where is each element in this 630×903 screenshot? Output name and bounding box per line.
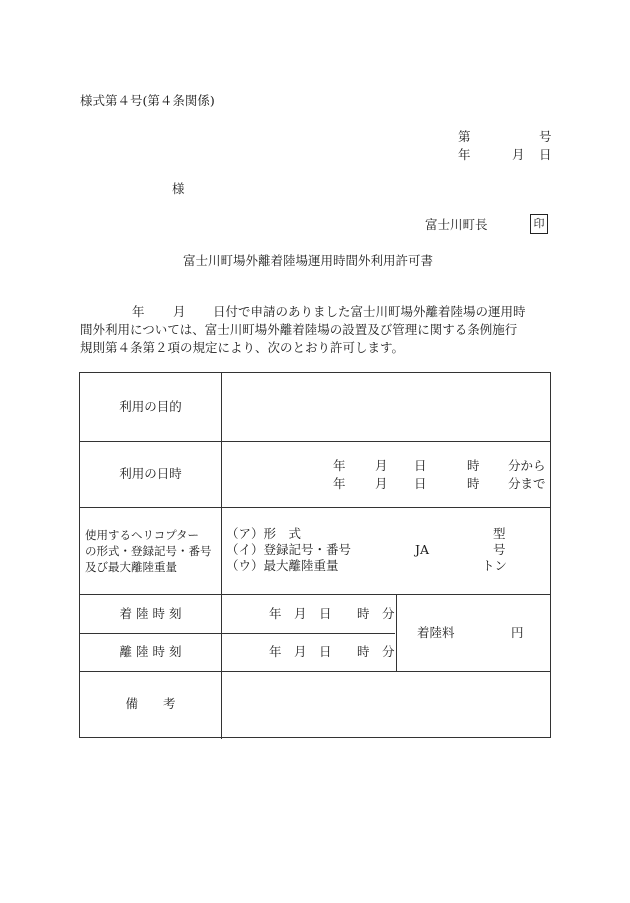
permit-table xyxy=(79,372,551,738)
heli-label-line3: 及び最大離陸重量 xyxy=(85,560,177,574)
purpose-field[interactable] xyxy=(222,374,550,440)
date-month: 月 xyxy=(512,147,525,162)
landing-fee-unit: 円 xyxy=(511,625,524,640)
body-line1: 日付で申請のありました富士川町場外離着陸場の運用時 xyxy=(213,304,526,319)
body-year: 年 xyxy=(132,304,145,319)
datetime-label: 利用の日時 xyxy=(119,466,182,481)
datetime-field[interactable]: 年 月 日 時 分から 年 月 日 時 分まで xyxy=(333,458,546,491)
remarks-label: 備 考 xyxy=(125,696,176,711)
purpose-label: 利用の目的 xyxy=(119,399,182,414)
form-number: 様式第４号(第４条関係) xyxy=(80,93,215,108)
remarks-field[interactable] xyxy=(222,673,550,737)
landing-time-field[interactable]: 年 月 日 時 分 xyxy=(269,606,395,621)
body-line3: 規則第４条第２項の規定により、次のとおり許可します。 xyxy=(80,340,405,355)
landing-fee-label: 着陸料 xyxy=(417,625,455,640)
date-year: 年 xyxy=(458,147,471,162)
landing-time-label: 着 陸 時 刻 xyxy=(119,606,182,621)
takeoff-time-field[interactable]: 年 月 日 時 分 xyxy=(269,644,395,659)
addressee-suffix: 様 xyxy=(172,181,185,196)
body-paragraph xyxy=(80,303,526,357)
doc-number-dai: 第 xyxy=(458,129,471,144)
seal-stamp: 印 xyxy=(530,214,548,234)
issuer-title: 富士川町長 xyxy=(425,217,488,232)
doc-number-go: 号 xyxy=(539,129,552,144)
body-month: 月 xyxy=(173,304,186,319)
heli-label-line2: の形式・登録記号・番号 xyxy=(85,544,212,558)
document-title: 富士川町場外離着陸場運用時間外利用許可書 xyxy=(183,253,434,268)
takeoff-time-label: 離 陸 時 刻 xyxy=(119,644,182,659)
landing-fee-field[interactable] xyxy=(397,595,550,670)
body-line2: 間外利用については、富士川町場外離着陸場の設置及び管理に関する条例施行 xyxy=(80,322,518,337)
date-day: 日 xyxy=(539,147,552,162)
heli-label-line1: 使用するヘリコプター xyxy=(85,528,199,542)
heli-field[interactable]: （ア）形 式 型 （イ）登録記号・番号 JA 号 （ウ）最大離陸重量 トン xyxy=(226,526,508,573)
